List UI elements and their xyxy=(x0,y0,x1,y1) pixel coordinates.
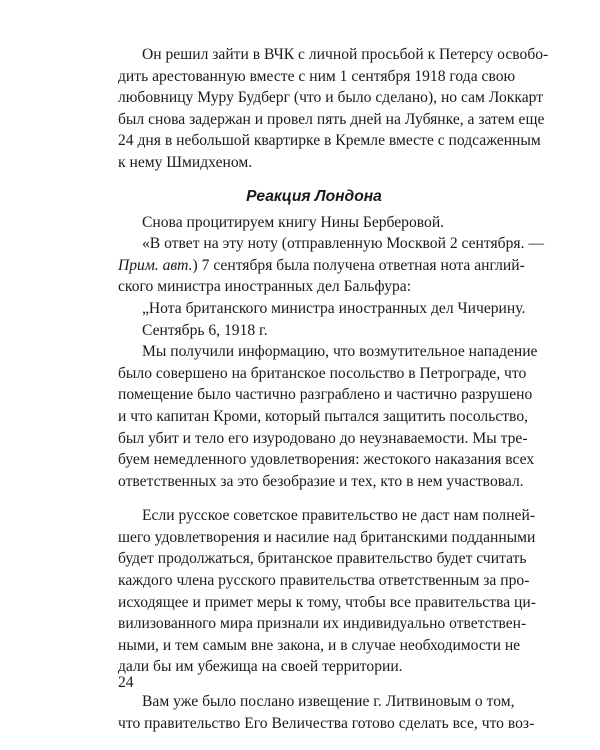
paragraph-note-response xyxy=(118,233,544,298)
text-line: было совершено на британское посольство в Петрограде, что xyxy=(118,364,527,382)
text-line: Если русское советское правительство не даст нам полней- xyxy=(142,507,536,525)
text-line: ответственных за это безобразие и тех, кто в нем участвовал. xyxy=(118,472,524,490)
text-line: каждого члена русского правительства ответственным за про- xyxy=(118,572,530,590)
text-line: исходящее и примет меры к тому, чтобы все правительства ци- xyxy=(118,593,536,611)
paragraph-note-title xyxy=(118,298,526,320)
text-line: Мы получили информацию, что возмутительное нападение xyxy=(142,343,538,361)
italic-annotation: Прим. авт. xyxy=(118,256,193,274)
text-line: 24 дня в небольшой квартирке в Кремле вместе с подсаженным xyxy=(118,132,541,150)
text-line: к нему Шмидхеном. xyxy=(118,153,253,171)
text-line: Вам уже было послано извещение г. Литвиновым о том, xyxy=(142,693,515,711)
text-line: „Нота британского министра иностранных дел Чичерину. xyxy=(142,299,526,317)
paragraph-lockhart-arrest xyxy=(118,44,549,174)
text-line: ского министра иностранных дел Бальфура: xyxy=(118,278,412,296)
text-line: ными, и тем самым вне закона, и в случае необходимости не xyxy=(118,636,521,654)
text-line: дить арестованную вместе с ним 1 сентября 1918 года свою xyxy=(118,67,516,85)
text-line: «В ответ на эту ноту (отправленную Москвой 2 сентября. — xyxy=(142,235,544,253)
page-body xyxy=(118,44,549,734)
text-line: Сентябрь 6, 1918 г. xyxy=(142,321,268,339)
paragraph-embassy-attack xyxy=(118,341,538,492)
text-line: был убит и тело его изуродовано до неузнаваемости. Мы тре- xyxy=(118,429,528,447)
text-line: был снова задержан и провел пять дней на Лубянке, а затем еще xyxy=(118,110,545,128)
text-line: Снова процитируем книгу Нины Берберовой. xyxy=(142,213,445,231)
paragraph-litvinov xyxy=(118,691,535,734)
text-line: и что капитан Кроми, который пытался защитить посольство, xyxy=(118,407,529,425)
text-line: буем немедленного удовлетворения: жестокого наказания всех xyxy=(118,451,535,469)
text-line: дали бы им убежища на своей территории. xyxy=(118,658,403,676)
page-number: 24 xyxy=(118,674,134,691)
text-line: помещение было частично разграблено и частично разрушено xyxy=(118,386,533,404)
paragraph-gap xyxy=(118,678,510,691)
paragraph-note-date xyxy=(118,320,510,342)
text-line: шего удовлетворения и насилие над британскими подданными xyxy=(118,528,536,546)
text-line: вилизованного мира признали их индивидуально ответствен- xyxy=(118,615,527,633)
text-line: будет продолжаться, британское правительство будет считать xyxy=(118,550,527,568)
paragraph-citation-intro xyxy=(118,212,510,234)
text-line: что правительство Его Величества готово сделать все, что воз- xyxy=(118,714,535,732)
paragraph-gap xyxy=(118,492,510,505)
section-heading: Реакция Лондона xyxy=(246,187,382,205)
text-line: Он решил зайти в ВЧК с личной просьбой к Петерсу освобо- xyxy=(142,46,549,63)
text-line: любовницу Муру Будберг (что и было сделано), но сам Локкарт xyxy=(118,89,544,107)
text-line-with-italic: Прим. авт.) 7 сентября была получена ответная нота англий- xyxy=(118,256,525,274)
paragraph-ultimatum xyxy=(118,505,536,678)
